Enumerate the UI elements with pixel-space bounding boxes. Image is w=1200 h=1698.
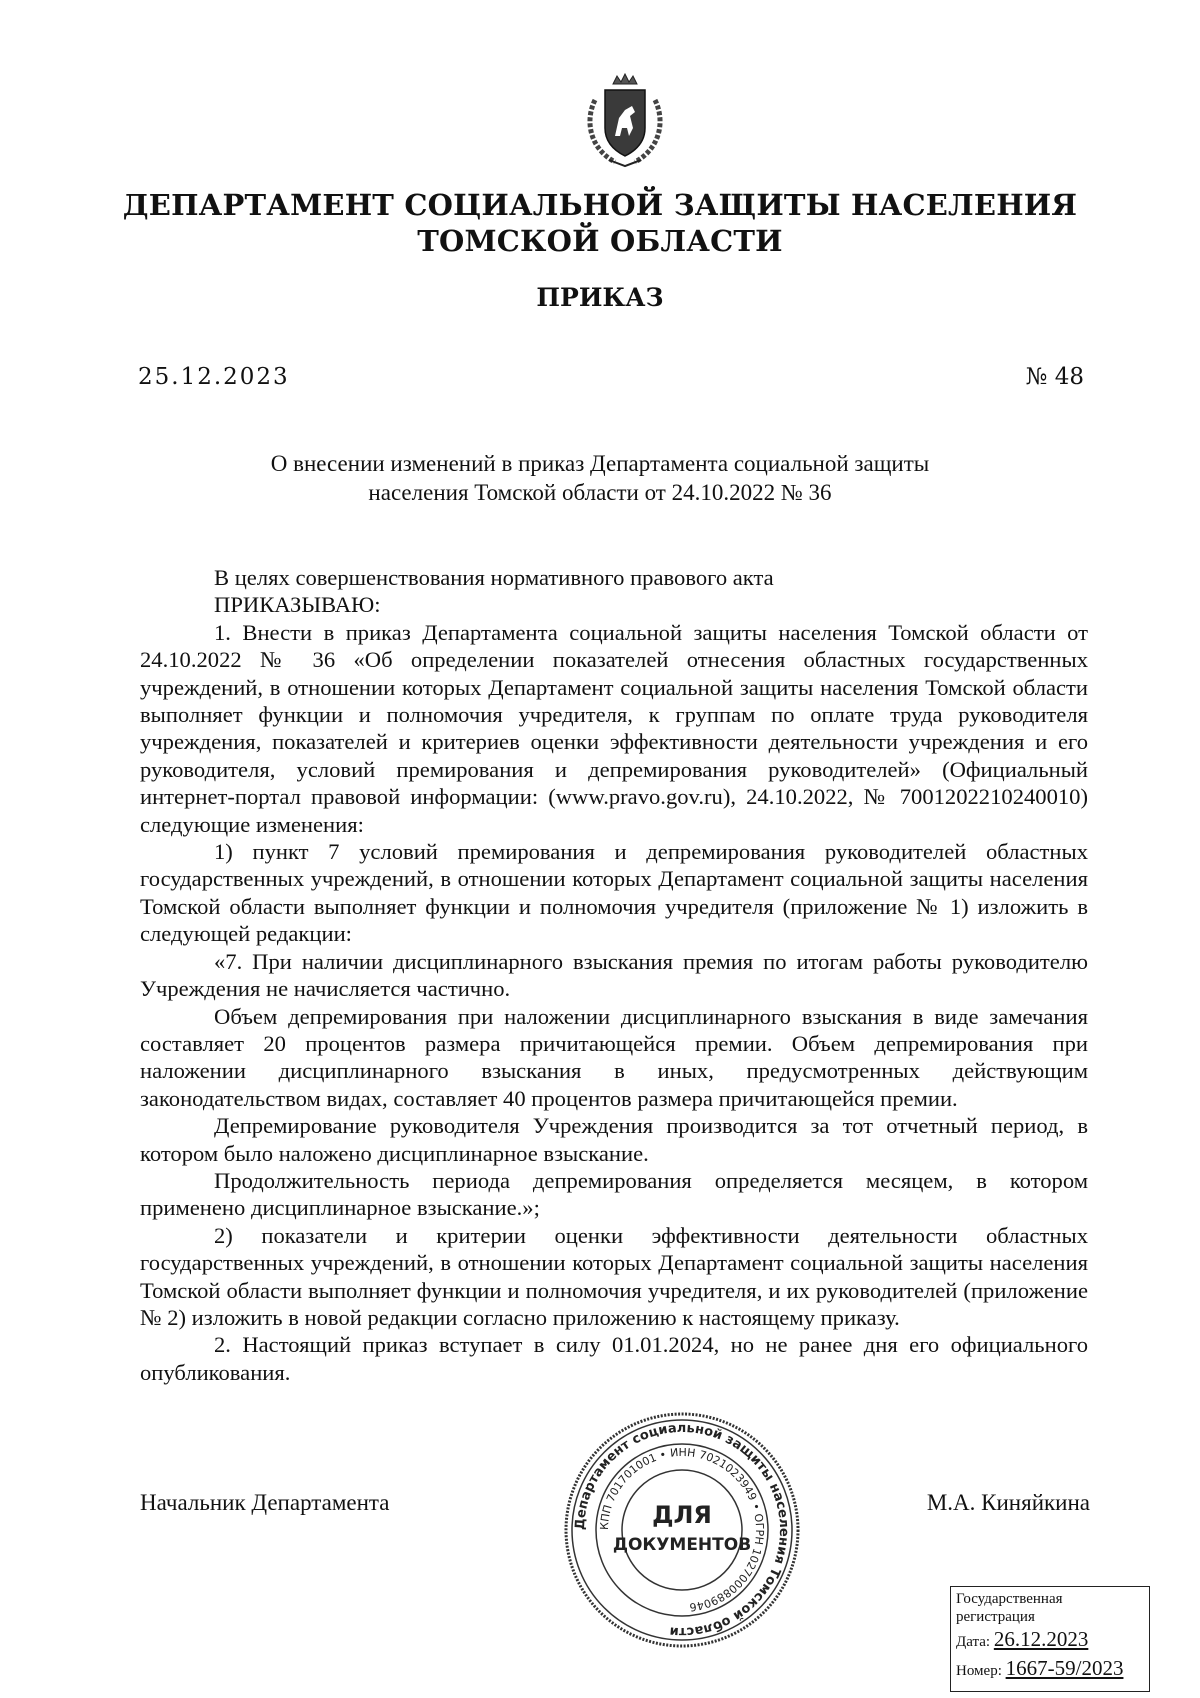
coat-of-arms-emblem: [575, 70, 675, 170]
official-seal: [562, 1410, 802, 1650]
subject-line2: населения Томской области от 24.10.2022 № 36: [368, 480, 832, 505]
body-paragraph-subitem-1: 1) пункт 7 условий премирования и депремирования руководителей областных государственных учреждений, в отношении которых Департамент социальной защиты населения Томской области выполняет функции и полномочия учредителя (приложение № 1) изложить в следующей редакции:: [140, 839, 1088, 947]
seal-center-line1: ДЛЯ: [652, 1501, 712, 1529]
body-paragraph-period: Депремирование руководителя Учреждения производится за тот отчетный период, в котором было наложено дисциплинарное взыскание.: [140, 1113, 1088, 1166]
registration-stamp: [950, 1586, 1150, 1692]
body-paragraph-order: ПРИКАЗЫВАЮ:: [214, 592, 381, 618]
body-paragraph-item-2: 2. Настоящий приказ вступает в силу 01.01.2024, но не ранее дня его официального опубликования.: [140, 1332, 1088, 1385]
seal-outer-text: Департамент социальной защиты населения Томской области: [572, 1420, 792, 1640]
registration-date-label: Дата:: [956, 1634, 991, 1650]
seal-inner-text: КПП 701701001 • ИНН 7021023949 • ОГРН 1027000889046: [597, 1445, 767, 1614]
department-name-line1: ДЕПАРТАМЕНТ СОЦИАЛЬНОЙ ЗАЩИТЫ НАСЕЛЕНИЯ: [122, 188, 1078, 222]
seal-center-line2: ДОКУМЕНТОВ: [612, 1535, 752, 1555]
order-body: [140, 564, 1088, 1386]
registration-date-value: 26.12.2023: [993, 1627, 1089, 1651]
body-paragraph-item-1: 1. Внести в приказ Департамента социальной защиты населения Томской области от 24.10.2022 № 36 «Об определении показателей отнесения областных государственных учреждений, в отношении которых Департамент социальной защиты населения Томской области выполняет функции и полномочия учредителя, к группам по оплате труда руководителя учреждения, показателей и критериев оценки эффективности деятельности учреждения и его руководителя, условий премирования и депремирования руководителей» (Официальный интернет-портал правовой информации: (www.pravo.gov.ru), 24.10.2022, № 7001202210240010) следующие изменения:: [140, 619, 1088, 837]
body-paragraph-quote-7: «7. При наличии дисциплинарного взыскания премия по итогам работы руководителю Учреждения не начисляется частично.: [140, 948, 1088, 1002]
svg-text:КПП 701701001 • ИНН 7021023949: [598, 1446, 766, 1614]
body-paragraph-volume: Объем депремирования при наложении дисциплинарного взыскания в виде замечания составляет 20 процентов размера причитающейся премии. Объем депремирования при наложении дисциплинарного взыскания в иных, предусмотренных действующим законодательством видах, составляет 40 процентов размера причитающейся премии.: [140, 1003, 1088, 1111]
registration-number-value: 1667-59/2023: [1005, 1656, 1124, 1680]
department-name-line2: ТОМСКОЙ ОБЛАСТИ: [417, 224, 783, 258]
order-number: № 48: [1025, 364, 1084, 390]
body-paragraph-subitem-2: 2) показатели и критерии оценки эффективности деятельности областных государственных учреждений, в отношении которых Департамент социальной защиты населения Томской области выполняет функции и полномочия учредителя, и их руководителей (приложение № 2) изложить в новой редакции согласно приложению к настоящему приказу.: [140, 1222, 1088, 1330]
document-type: ПРИКАЗ: [536, 283, 664, 312]
registration-header: Государственная регистрация: [956, 1591, 1063, 1625]
body-paragraph-purpose: В целях совершенствования нормативного правового акта: [214, 565, 774, 590]
subject-line1: О внесении изменений в приказ Департамента социальной защиты: [270, 451, 930, 476]
registration-number-label: Номер:: [956, 1663, 1002, 1679]
body-paragraph-duration: Продолжительность периода депремирования определяется месяцем, в котором применено дисциплинарное взыскание.»;: [140, 1167, 1088, 1221]
order-date: 25.12.2023: [138, 364, 290, 390]
signer-name: М.А. Киняйкина: [926, 1490, 1090, 1515]
signer-title: Начальник Департамента: [140, 1490, 390, 1515]
